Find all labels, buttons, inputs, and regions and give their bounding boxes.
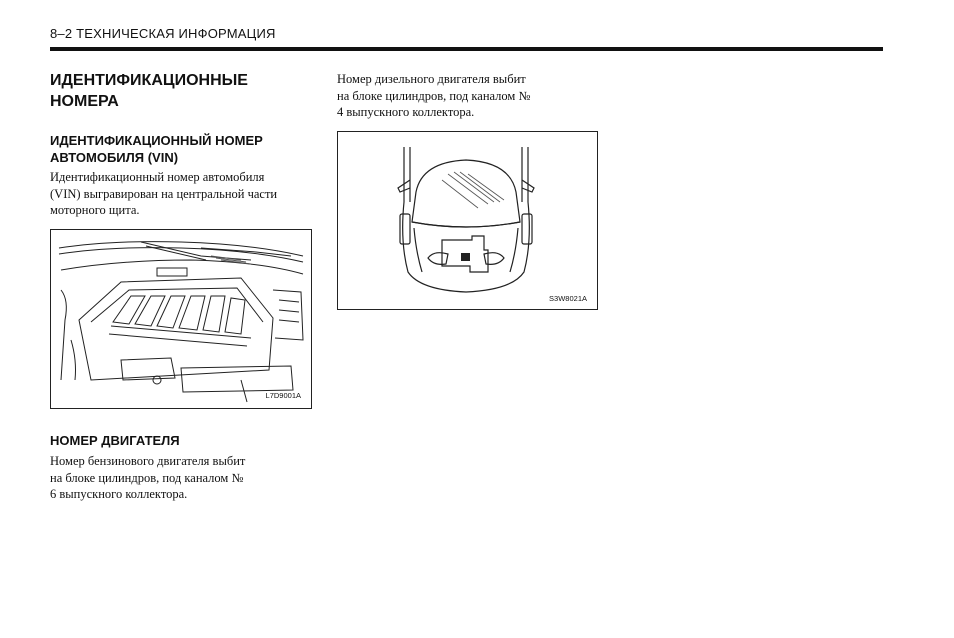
car-top-illustration [338, 132, 597, 309]
section-title-line-1: ИДЕНТИФИКАЦИОННЫЕ [50, 72, 248, 89]
engine-text-line-1: Номер бензинового двигателя выбит [50, 454, 246, 468]
diesel-text-line-3: 4 выпускного коллектора. [337, 105, 475, 119]
engine-number-heading: НОМЕР ДВИГАТЕЛЯ [50, 433, 180, 448]
left-column [50, 70, 312, 219]
car-top-figure-code: S3W8021A [549, 294, 587, 303]
engine-number-paragraph [50, 453, 312, 503]
engine-text-line-3: 6 выпускного коллектора. [50, 487, 188, 501]
diesel-text-line-1: Номер дизельного двигателя выбит [337, 72, 526, 86]
vin-text-line-3: моторного щита. [50, 203, 140, 217]
vin-text-line-2: (VIN) выгравирован на центральной части [50, 186, 278, 201]
header-rule [50, 47, 883, 51]
engine-bay-figure [50, 229, 312, 409]
vin-heading-line-2: АВТОМОБИЛЯ (VIN) [50, 150, 179, 165]
vin-heading [50, 132, 312, 166]
page-header: 8–2 ТЕХНИЧЕСКАЯ ИНФОРМАЦИЯ [50, 26, 276, 41]
section-title [50, 70, 312, 112]
vin-paragraph [50, 169, 312, 219]
engine-bay-illustration [51, 230, 311, 408]
vin-text-line-1: Идентификационный номер автомобиля [50, 170, 265, 184]
diesel-text-line-2: на блоке цилиндров, под каналом № [337, 88, 531, 103]
engine-text-line-2: на блоке цилиндров, под каналом № [50, 470, 244, 485]
diesel-paragraph [337, 71, 599, 121]
engine-number-location-marker [461, 253, 470, 261]
car-top-figure [337, 131, 598, 310]
engine-bay-figure-code: L7D9001A [265, 391, 301, 400]
vin-heading-line-1: ИДЕНТИФИКАЦИОННЫЙ НОМЕР [50, 133, 263, 148]
section-title-line-2: НОМЕРА [50, 93, 119, 110]
